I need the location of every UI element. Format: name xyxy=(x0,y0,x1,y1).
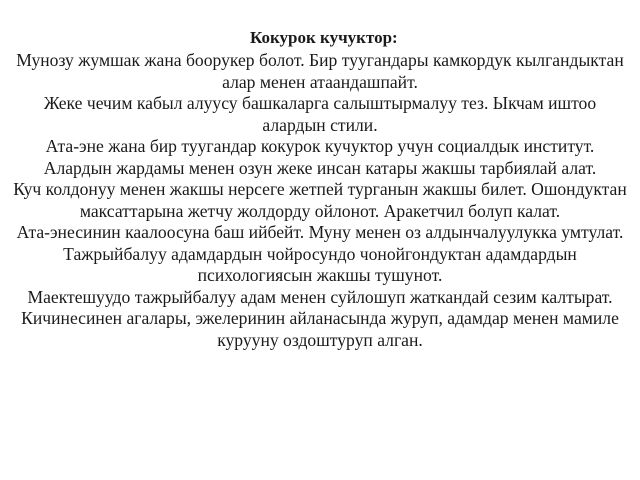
paragraph-psychology: Тажрыйбалуу адамдардын чойросундо чонойгондуктан адамдардын психологиясын жакшы тушунот. xyxy=(63,243,577,285)
paragraph-family: Ата-эне жана бир туугандар кокурок кучуктор учун социалдык институт. Алардын жардамы менен озун жеке инсан катары жакшы тарбиялай алат. xyxy=(43,136,597,178)
paragraph-independence: Ата-энесинин каалоосуна баш ийбейт. Муну менен оз алдынчалуулукка умтулат. xyxy=(16,222,624,242)
paragraph-decisions: Жеке чечим кабыл алуусу башкаларга салыштырмалуу тез. Ыкчам иштоо алардын стили. xyxy=(43,93,597,135)
document-heading: Кокурок кучуктор: xyxy=(250,28,398,47)
paragraph-force: Куч колдонуу менен жакшы нерсеге жетпей турганын жакшы билет. Ошондуктан максаттарына жетчу жолдорду ойлонот. Аракетчил болуп калат. xyxy=(13,179,627,221)
paragraph-temperament: Мунозу жумшак жана боорукер болот. Бир туугандары камкордук кылгандыктан алар менен атаандашпайт. xyxy=(16,50,624,92)
paragraph-conversation: Маектешуудо тажрыйбалуу адам менен суйлошуп жаткандай сезим калтырат. Кичинесинен агалары, эжелеринин айланасында журуп, адамдар менен мамиле курууну оздоштуруп алган. xyxy=(21,286,619,350)
